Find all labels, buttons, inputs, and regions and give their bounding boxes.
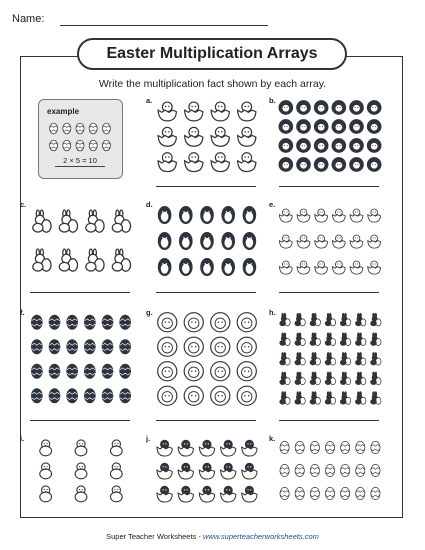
hatching-chick-icon bbox=[279, 261, 292, 274]
egg-icon bbox=[89, 140, 97, 151]
decorated-egg-icon bbox=[31, 364, 42, 378]
egg-icon bbox=[76, 140, 84, 151]
hatching-chick-icon bbox=[279, 235, 292, 248]
penguin-chick-icon bbox=[222, 206, 235, 223]
hatching-chick-icon bbox=[178, 486, 193, 502]
decorated-egg-icon bbox=[102, 364, 113, 378]
sheep-icon bbox=[211, 362, 230, 381]
egg-icon bbox=[50, 123, 58, 134]
bunny-egg-icon bbox=[86, 249, 104, 271]
hatching-chick-icon bbox=[315, 235, 328, 248]
bunny-egg-icon bbox=[355, 352, 365, 365]
sheep-icon bbox=[279, 101, 293, 115]
hatching-chick-icon bbox=[350, 235, 363, 248]
penguin-chick-icon bbox=[222, 232, 235, 249]
hatching-chick-icon bbox=[315, 209, 328, 222]
problem-letter: k. bbox=[269, 434, 276, 443]
bunny-egg-icon bbox=[325, 352, 335, 365]
bunny-egg-icon bbox=[310, 333, 320, 346]
decorated-egg-icon bbox=[49, 315, 60, 329]
bunny-egg-icon bbox=[295, 352, 305, 365]
bunny-egg-icon bbox=[280, 333, 290, 346]
hatching-chick-icon bbox=[368, 209, 381, 222]
bunny-egg-icon bbox=[280, 372, 290, 385]
bunny-egg-icon bbox=[355, 372, 365, 385]
array-penguin-chick bbox=[154, 202, 264, 280]
bunny-egg-icon bbox=[355, 333, 365, 346]
egg-icon bbox=[102, 123, 110, 134]
example-label: example bbox=[47, 107, 80, 116]
problem-letter: j. bbox=[146, 434, 151, 443]
decorated-egg-icon bbox=[49, 389, 60, 403]
hatching-chick-icon bbox=[238, 102, 256, 121]
bunny-egg-icon bbox=[355, 313, 365, 326]
array-chick bbox=[28, 436, 138, 505]
egg-icon bbox=[63, 140, 71, 151]
hatching-chick-icon bbox=[157, 440, 172, 456]
decorated-egg-icon bbox=[371, 441, 380, 453]
hatching-chick-icon bbox=[297, 235, 310, 248]
hatching-chick-icon bbox=[279, 209, 292, 222]
array-decorated-egg bbox=[277, 436, 387, 505]
bunny-egg-icon bbox=[371, 372, 381, 385]
sheep-icon bbox=[279, 120, 293, 134]
answer-line[interactable] bbox=[279, 292, 379, 293]
problem-letter: c. bbox=[20, 200, 27, 209]
bunny-egg-icon bbox=[295, 372, 305, 385]
egg-icon bbox=[76, 123, 84, 134]
bunny-egg-icon bbox=[371, 352, 381, 365]
hatching-chick-icon bbox=[368, 261, 381, 274]
array-bunny-egg bbox=[277, 310, 387, 408]
sheep-icon bbox=[237, 386, 256, 405]
problem-letter: h. bbox=[269, 308, 276, 317]
sheep-icon bbox=[314, 101, 328, 115]
hatching-chick-icon bbox=[238, 127, 256, 146]
decorated-egg-icon bbox=[310, 464, 319, 476]
sheep-icon bbox=[237, 337, 256, 356]
hatching-chick-icon bbox=[199, 486, 214, 502]
bunny-egg-icon bbox=[310, 352, 320, 365]
penguin-chick-icon bbox=[158, 232, 171, 249]
name-line[interactable] bbox=[60, 25, 268, 26]
chick-icon bbox=[110, 486, 122, 502]
bunny-egg-icon bbox=[355, 392, 365, 405]
bunny-egg-icon bbox=[340, 352, 350, 365]
sheep-icon bbox=[297, 120, 311, 134]
example-box bbox=[38, 99, 123, 179]
decorated-egg-icon bbox=[102, 315, 113, 329]
chick-icon bbox=[75, 440, 87, 456]
sheep-icon bbox=[211, 313, 230, 332]
chick-icon bbox=[75, 463, 87, 479]
sheep-icon bbox=[314, 120, 328, 134]
answer-line[interactable] bbox=[30, 420, 130, 421]
problem-letter: d. bbox=[146, 200, 153, 209]
example-equation: 2 × 5 = 10 bbox=[55, 156, 105, 167]
hatching-chick-icon bbox=[332, 209, 345, 222]
decorated-egg-icon bbox=[356, 464, 365, 476]
decorated-egg-icon bbox=[31, 340, 42, 354]
sheep-icon bbox=[297, 158, 311, 172]
chick-icon bbox=[75, 486, 87, 502]
hatching-chick-icon bbox=[157, 486, 172, 502]
decorated-egg-icon bbox=[356, 441, 365, 453]
sheep-icon bbox=[367, 139, 381, 153]
hatching-chick-icon bbox=[178, 463, 193, 479]
footer bbox=[0, 532, 425, 541]
decorated-egg-icon bbox=[102, 389, 113, 403]
hatching-chick-icon bbox=[211, 153, 229, 172]
sheep-icon bbox=[332, 101, 346, 115]
decorated-egg-icon bbox=[84, 340, 95, 354]
answer-line[interactable] bbox=[156, 517, 256, 518]
egg-icon bbox=[50, 140, 58, 151]
problem-letter: g. bbox=[146, 308, 153, 317]
decorated-egg-icon bbox=[67, 315, 78, 329]
decorated-egg-icon bbox=[341, 487, 350, 499]
hatching-chick-icon bbox=[221, 486, 236, 502]
bunny-egg-icon bbox=[280, 352, 290, 365]
array-decorated-egg bbox=[28, 310, 138, 408]
penguin-chick-icon bbox=[158, 258, 171, 275]
decorated-egg-icon bbox=[295, 441, 304, 453]
hatching-chick-icon bbox=[221, 463, 236, 479]
hatching-chick-icon bbox=[242, 440, 257, 456]
hatching-chick-icon bbox=[221, 440, 236, 456]
hatching-chick-icon bbox=[157, 463, 172, 479]
chick-icon bbox=[40, 463, 52, 479]
hatching-chick-icon bbox=[297, 209, 310, 222]
penguin-chick-icon bbox=[179, 232, 192, 249]
bunny-egg-icon bbox=[295, 392, 305, 405]
array-sheep bbox=[277, 98, 387, 174]
problem-letter: a. bbox=[146, 96, 153, 105]
egg-icon bbox=[63, 123, 71, 134]
bunny-egg-icon bbox=[280, 392, 290, 405]
sheep-icon bbox=[211, 386, 230, 405]
decorated-egg-icon bbox=[84, 315, 95, 329]
sheep-icon bbox=[350, 158, 364, 172]
sheep-icon bbox=[350, 101, 364, 115]
bunny-egg-icon bbox=[33, 210, 51, 232]
bunny-egg-icon bbox=[371, 392, 381, 405]
hatching-chick-icon bbox=[211, 102, 229, 121]
penguin-chick-icon bbox=[179, 258, 192, 275]
sheep-icon bbox=[184, 386, 203, 405]
instructions: Write the multiplication fact shown by each array. bbox=[98, 78, 327, 90]
hatching-chick-icon bbox=[350, 209, 363, 222]
array-hatching-chick bbox=[154, 436, 264, 505]
array-hatching-chick bbox=[154, 98, 264, 174]
decorated-egg-icon bbox=[325, 441, 334, 453]
decorated-egg-icon bbox=[84, 389, 95, 403]
name-label: Name: bbox=[12, 13, 45, 25]
answer-line[interactable] bbox=[30, 292, 130, 293]
hatching-chick-icon bbox=[297, 261, 310, 274]
footer-url[interactable]: www.superteacherworksheets.com bbox=[202, 532, 319, 541]
sheep-icon bbox=[184, 362, 203, 381]
decorated-egg-icon bbox=[120, 340, 131, 354]
bunny-egg-icon bbox=[325, 392, 335, 405]
decorated-egg-icon bbox=[67, 340, 78, 354]
decorated-egg-icon bbox=[310, 487, 319, 499]
sheep-icon bbox=[297, 101, 311, 115]
worksheet-title: Easter Multiplication Arrays bbox=[77, 38, 347, 70]
decorated-egg-icon bbox=[31, 389, 42, 403]
penguin-chick-icon bbox=[243, 258, 256, 275]
answer-line[interactable] bbox=[279, 186, 379, 187]
answer-line[interactable] bbox=[156, 186, 256, 187]
sheep-icon bbox=[158, 386, 177, 405]
bunny-egg-icon bbox=[340, 333, 350, 346]
hatching-chick-icon bbox=[350, 261, 363, 274]
answer-line[interactable] bbox=[279, 420, 379, 421]
hatching-chick-icon bbox=[158, 102, 176, 121]
bunny-egg-icon bbox=[371, 313, 381, 326]
decorated-egg-icon bbox=[49, 340, 60, 354]
bunny-egg-icon bbox=[340, 392, 350, 405]
array-sheep bbox=[154, 310, 264, 408]
sheep-icon bbox=[158, 362, 177, 381]
decorated-egg-icon bbox=[295, 487, 304, 499]
footer-site: Super Teacher Worksheets - bbox=[106, 532, 203, 541]
decorated-egg-icon bbox=[310, 441, 319, 453]
decorated-egg-icon bbox=[341, 464, 350, 476]
example-array bbox=[39, 100, 124, 180]
decorated-egg-icon bbox=[280, 441, 289, 453]
bunny-egg-icon bbox=[310, 372, 320, 385]
sheep-icon bbox=[332, 158, 346, 172]
decorated-egg-icon bbox=[67, 389, 78, 403]
bunny-egg-icon bbox=[295, 313, 305, 326]
sheep-icon bbox=[314, 158, 328, 172]
bunny-egg-icon bbox=[280, 313, 290, 326]
sheep-icon bbox=[314, 139, 328, 153]
penguin-chick-icon bbox=[179, 206, 192, 223]
sheep-icon bbox=[332, 120, 346, 134]
sheep-icon bbox=[279, 158, 293, 172]
egg-icon bbox=[102, 140, 110, 151]
sheep-icon bbox=[158, 313, 177, 332]
hatching-chick-icon bbox=[238, 153, 256, 172]
decorated-egg-icon bbox=[49, 364, 60, 378]
bunny-egg-icon bbox=[371, 333, 381, 346]
penguin-chick-icon bbox=[222, 258, 235, 275]
decorated-egg-icon bbox=[280, 487, 289, 499]
chick-icon bbox=[40, 486, 52, 502]
decorated-egg-icon bbox=[371, 464, 380, 476]
hatching-chick-icon bbox=[185, 102, 203, 121]
sheep-icon bbox=[184, 313, 203, 332]
problem-letter: b. bbox=[269, 96, 276, 105]
hatching-chick-icon bbox=[185, 153, 203, 172]
decorated-egg-icon bbox=[325, 464, 334, 476]
chick-icon bbox=[110, 463, 122, 479]
bunny-egg-icon bbox=[33, 249, 51, 271]
array-hatching-chick bbox=[277, 202, 387, 280]
decorated-egg-icon bbox=[371, 487, 380, 499]
array-bunny-egg bbox=[28, 202, 138, 280]
decorated-egg-icon bbox=[325, 487, 334, 499]
sheep-icon bbox=[158, 337, 177, 356]
bunny-egg-icon bbox=[59, 249, 77, 271]
sheep-icon bbox=[297, 139, 311, 153]
sheep-icon bbox=[237, 362, 256, 381]
hatching-chick-icon bbox=[315, 261, 328, 274]
hatching-chick-icon bbox=[332, 235, 345, 248]
chick-icon bbox=[40, 440, 52, 456]
decorated-egg-icon bbox=[67, 364, 78, 378]
hatching-chick-icon bbox=[199, 463, 214, 479]
answer-line[interactable] bbox=[30, 517, 130, 518]
bunny-egg-icon bbox=[310, 313, 320, 326]
problem-letter: f. bbox=[20, 308, 25, 317]
hatching-chick-icon bbox=[178, 440, 193, 456]
decorated-egg-icon bbox=[280, 464, 289, 476]
bunny-egg-icon bbox=[112, 210, 130, 232]
bunny-egg-icon bbox=[340, 313, 350, 326]
hatching-chick-icon bbox=[242, 486, 257, 502]
bunny-egg-icon bbox=[112, 249, 130, 271]
sheep-icon bbox=[367, 120, 381, 134]
answer-line[interactable] bbox=[156, 420, 256, 421]
answer-line[interactable] bbox=[156, 292, 256, 293]
sheep-icon bbox=[184, 337, 203, 356]
decorated-egg-icon bbox=[120, 389, 131, 403]
problem-letter: e. bbox=[269, 200, 276, 209]
penguin-chick-icon bbox=[201, 258, 214, 275]
penguin-chick-icon bbox=[243, 206, 256, 223]
penguin-chick-icon bbox=[243, 232, 256, 249]
bunny-egg-icon bbox=[325, 372, 335, 385]
hatching-chick-icon bbox=[158, 127, 176, 146]
hatching-chick-icon bbox=[242, 463, 257, 479]
decorated-egg-icon bbox=[84, 364, 95, 378]
hatching-chick-icon bbox=[158, 153, 176, 172]
decorated-egg-icon bbox=[120, 315, 131, 329]
penguin-chick-icon bbox=[201, 206, 214, 223]
hatching-chick-icon bbox=[199, 440, 214, 456]
sheep-icon bbox=[237, 313, 256, 332]
decorated-egg-icon bbox=[295, 464, 304, 476]
bunny-egg-icon bbox=[325, 333, 335, 346]
sheep-icon bbox=[332, 139, 346, 153]
bunny-egg-icon bbox=[86, 210, 104, 232]
penguin-chick-icon bbox=[201, 232, 214, 249]
decorated-egg-icon bbox=[31, 315, 42, 329]
answer-line[interactable] bbox=[279, 517, 379, 518]
hatching-chick-icon bbox=[332, 261, 345, 274]
sheep-icon bbox=[211, 337, 230, 356]
hatching-chick-icon bbox=[368, 235, 381, 248]
decorated-egg-icon bbox=[341, 441, 350, 453]
chick-icon bbox=[110, 440, 122, 456]
bunny-egg-icon bbox=[340, 372, 350, 385]
bunny-egg-icon bbox=[295, 333, 305, 346]
sheep-icon bbox=[367, 158, 381, 172]
sheep-icon bbox=[350, 139, 364, 153]
decorated-egg-icon bbox=[356, 487, 365, 499]
hatching-chick-icon bbox=[185, 127, 203, 146]
decorated-egg-icon bbox=[102, 340, 113, 354]
sheep-icon bbox=[350, 120, 364, 134]
problem-letter: i. bbox=[20, 434, 25, 443]
egg-icon bbox=[89, 123, 97, 134]
bunny-egg-icon bbox=[325, 313, 335, 326]
penguin-chick-icon bbox=[158, 206, 171, 223]
bunny-egg-icon bbox=[310, 392, 320, 405]
hatching-chick-icon bbox=[211, 127, 229, 146]
sheep-icon bbox=[367, 101, 381, 115]
bunny-egg-icon bbox=[59, 210, 77, 232]
sheep-icon bbox=[279, 139, 293, 153]
decorated-egg-icon bbox=[120, 364, 131, 378]
